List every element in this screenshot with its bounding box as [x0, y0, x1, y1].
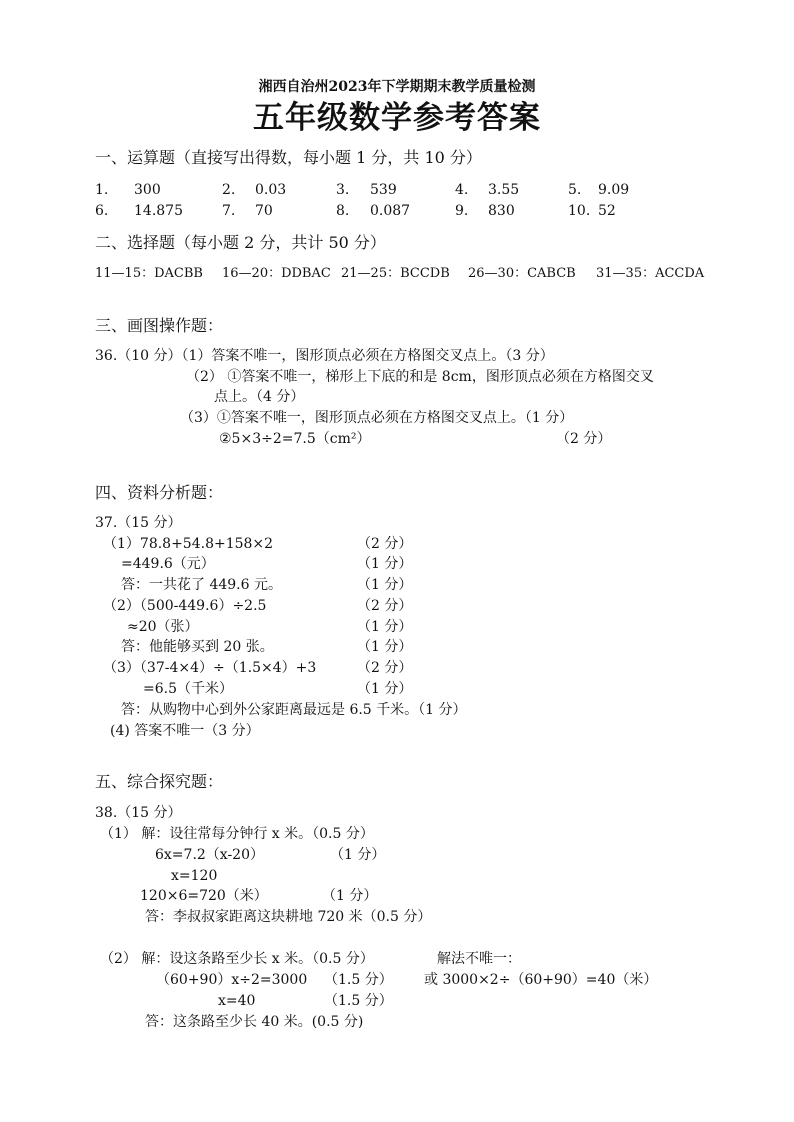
work-line: =449.6（元） — [121, 556, 215, 572]
answer-value: 14.875 — [134, 203, 183, 219]
page-title: 五年级数学参考答案 — [253, 100, 541, 136]
section-3-heading: 三、画图操作题： — [95, 316, 224, 335]
answer-number: 6. — [95, 203, 109, 219]
answer-number: 8. — [336, 203, 350, 219]
answer-number: 1. — [95, 182, 109, 198]
section-2-heading: 二、选择题（每小题 2 分，共计 50 分） — [95, 233, 386, 252]
answer-value: 830 — [488, 203, 515, 219]
work-line: 答：从购物中心到外公家距离最远是 6.5 千米。（1 分） — [121, 702, 467, 718]
answer-number: 4. — [455, 182, 469, 198]
answer-number: 2. — [222, 182, 236, 198]
score: （1 分） — [357, 681, 413, 697]
answer-number: 7. — [222, 203, 236, 219]
work-line: （1） 解：设往常每分钟行 x 米。（0.5 分） — [100, 826, 374, 842]
section-5-heading: 五、综合探究题： — [95, 772, 224, 791]
alt-method: 或 3000×2÷（60+90）=40（米） — [424, 972, 658, 988]
q36-line: （3）①答案不唯一，图形顶点必须在方格图交叉点上。（1 分） — [180, 410, 574, 426]
work-line: 答：他能够买到 20 张。 — [121, 639, 274, 655]
score: （2 分） — [556, 431, 612, 447]
choice-group: 11—15：DACBB — [95, 266, 203, 281]
choice-group: 21—25：BCCDB — [341, 266, 450, 281]
q38-label: 38.（15 分） — [95, 805, 182, 821]
section-1-heading: 一、运算题（直接写出得数，每小题 1 分，共 10 分） — [95, 148, 482, 167]
q36-line: ②5×3÷2=7.5（cm²） — [219, 431, 371, 447]
choice-group: 26—30：CABCB — [468, 266, 576, 281]
score: （2 分） — [357, 536, 413, 552]
exam-subtitle: 湘西自治州2023年下学期期末教学质量检测 — [258, 79, 536, 95]
answer-value: 9.09 — [598, 182, 630, 198]
q36-line: 36.（10 分）（1）答案不唯一，图形顶点必须在方格图交叉点上。（3 分） — [95, 348, 554, 364]
work-line: （2）（500-449.6）÷2.5 — [103, 598, 267, 614]
score: （1.5 分） — [324, 972, 393, 988]
q36-line: 点上。（4 分） — [214, 389, 305, 405]
work-line: （2） 解：设这条路至少长 x 米。（0.5 分） — [100, 951, 374, 967]
choice-group: 16—20：DDBAC — [222, 266, 331, 281]
work-line: （3）（37-4×4）÷（1.5×4）+3 — [103, 660, 317, 676]
score: （1 分） — [357, 639, 413, 655]
answer-number: 3. — [336, 182, 350, 198]
work-line: 答：这条路至少长 40 米。(0.5 分) — [145, 1014, 364, 1030]
score: （2 分） — [357, 598, 413, 614]
q37-label: 37.（15 分） — [95, 515, 182, 531]
score: （1 分） — [330, 847, 386, 863]
work-line: (4) 答案不唯一（3 分） — [110, 723, 260, 739]
score: （1 分） — [322, 888, 378, 904]
work-line: 6x=7.2（x-20） — [155, 847, 264, 863]
answer-number: 10. — [568, 203, 591, 219]
alt-method-heading: 解法不唯一： — [437, 951, 521, 967]
score: （2 分） — [357, 660, 413, 676]
q36-line: （2） ①答案不唯一，梯形上下底的和是 8cm，图形顶点必须在方格图交叉 — [186, 369, 654, 385]
answer-value: 52 — [598, 203, 616, 219]
work-line: 答：一共花了 449.6 元。 — [121, 577, 282, 593]
score: （1.5 分） — [324, 993, 393, 1009]
answer-value: 300 — [134, 182, 161, 198]
work-line: x=40 — [218, 993, 256, 1009]
answer-value: 3.55 — [488, 182, 520, 198]
answer-number: 9. — [455, 203, 469, 219]
work-line: =6.5（千米） — [143, 681, 233, 697]
answer-value: 0.03 — [255, 182, 287, 198]
work-line: （60+90）x÷2=3000 — [156, 972, 308, 988]
work-line: ≈20（张） — [127, 619, 199, 635]
answer-value: 539 — [370, 182, 397, 198]
section-4-heading: 四、资料分析题： — [95, 483, 224, 502]
score: （1 分） — [357, 577, 413, 593]
answer-number: 5. — [568, 182, 582, 198]
work-line: 120×6=720（米） — [140, 888, 268, 904]
answer-value: 0.087 — [370, 203, 411, 219]
work-line: （1）78.8+54.8+158×2 — [103, 536, 274, 552]
work-line: x=120 — [171, 868, 218, 884]
score: （1 分） — [357, 556, 413, 572]
answer-value: 70 — [255, 203, 273, 219]
choice-group: 31—35：ACCDA — [596, 266, 705, 281]
work-line: 答：李叔叔家距离这块耕地 720 米（0.5 分） — [145, 909, 432, 925]
score: （1 分） — [357, 619, 413, 635]
